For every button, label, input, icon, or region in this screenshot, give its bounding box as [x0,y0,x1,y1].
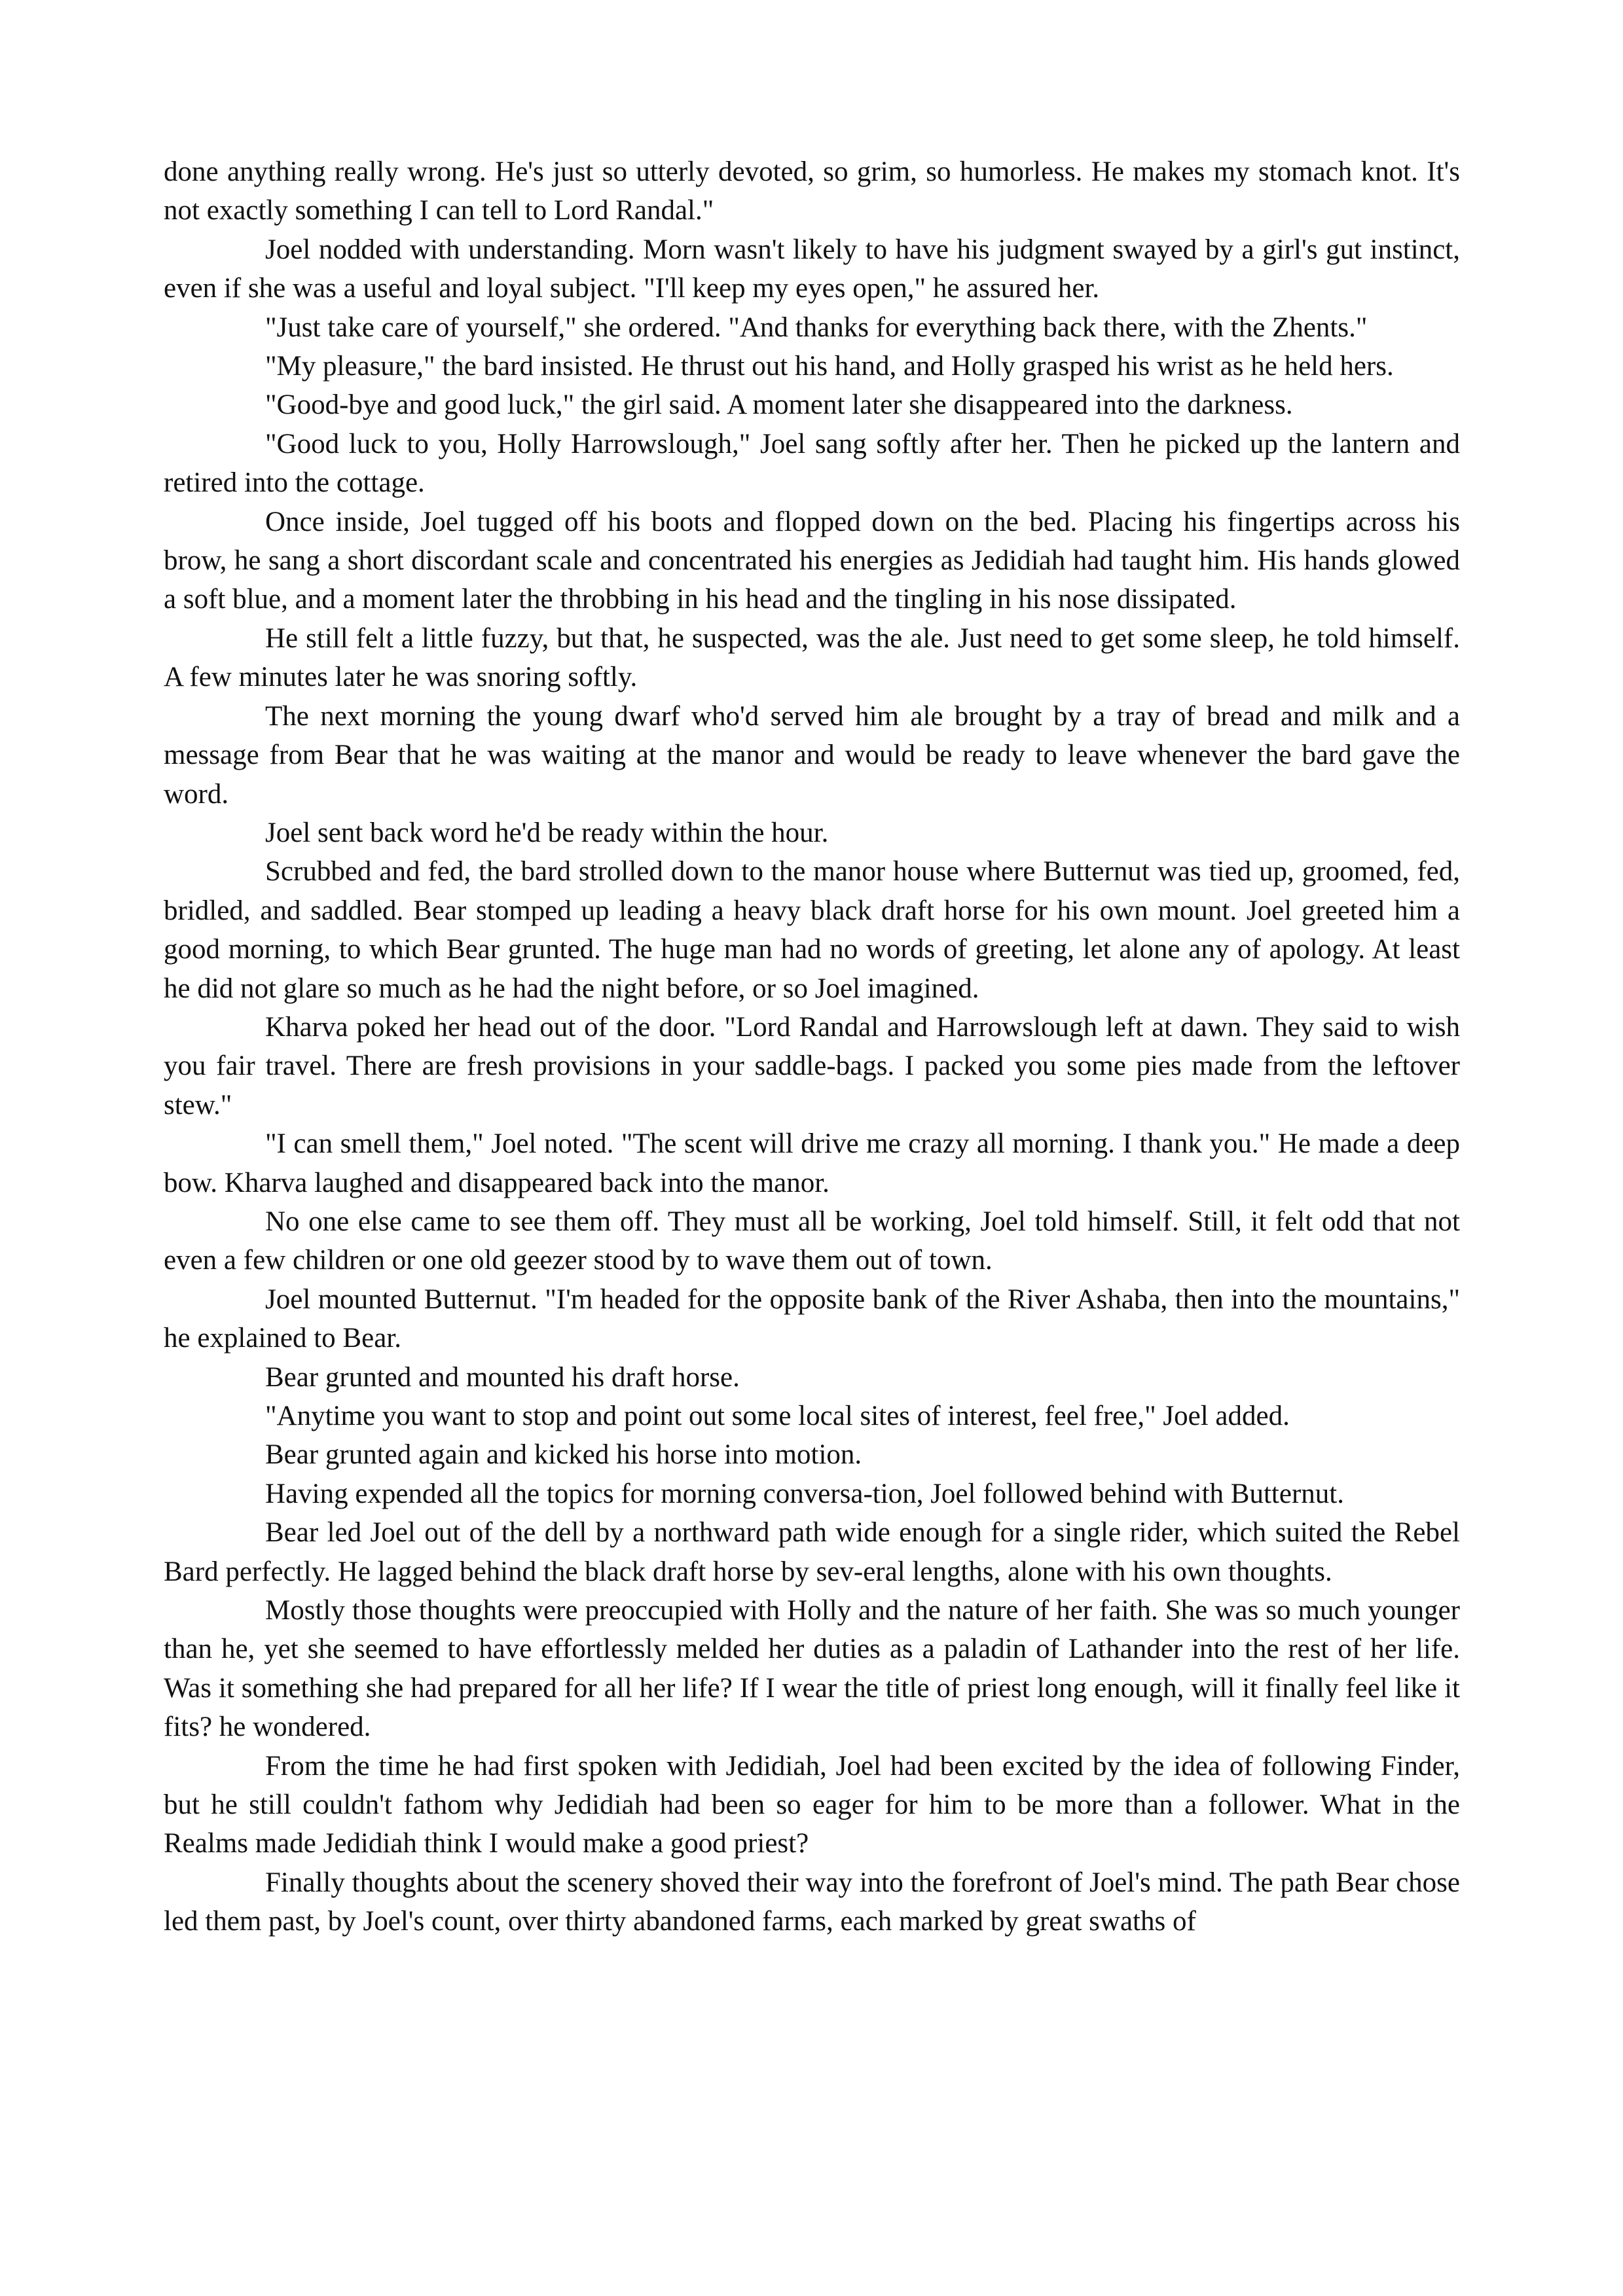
paragraph: Bear led Joel out of the dell by a northward path wide enough for a single rider, which suited the Rebel Bard perfectly. He lagged behind the black draft horse by sev-eral lengths, alone with his own thoughts. [164,1517,1460,1587]
paragraph: Bear grunted again and kicked his horse into motion. [265,1439,862,1471]
paragraph: Having expended all the topics for morning conversa-tion, Joel followed behind with Butternut. [265,1478,1344,1509]
paragraph: Joel mounted Butternut. "I'm headed for the opposite bank of the River Ashaba, then into the mountains," he explained to Bear. [164,1283,1460,1354]
page-body [164,152,1460,1941]
paragraph: Finally thoughts about the scenery shoved their way into the forefront of Joel's mind. The path Bear chose led them past, by Joel's count, over thirty abandoned farms, each marked by great swaths of [164,1867,1460,1937]
paragraph: From the time he had first spoken with Jedidiah, Joel had been excited by the idea of following Finder, but he still couldn't fathom why Jedidiah had been so eager for him to be more than a follower. What in the Realms made Jedidiah think I would make a good priest? [164,1750,1460,1859]
paragraph: No one else came to see them off. They must all be working, Joel told himself. Still, it felt odd that not even a few children or one old geezer stood by to wave them out of town. [164,1206,1460,1276]
paragraph: Bear grunted and mounted his draft horse. [265,1361,740,1393]
paragraph: He still felt a little fuzzy, but that, he suspected, was the ale. Just need to get some sleep, he told himself. A few minutes later he was snoring softly. [164,622,1460,693]
paragraph: "Good luck to you, Holly Harrowslough," Joel sang softly after her. Then he picked up the lantern and retired into the cottage. [164,428,1460,499]
paragraph: Joel sent back word he'd be ready within the hour. [265,817,829,848]
paragraph: "Anytime you want to stop and point out some local sites of interest, feel free," Joel added. [265,1401,1290,1431]
paragraph: Once inside, Joel tugged off his boots and flopped down on the bed. Placing his fingertips across his brow, he sang a short discordant scale and concentrated his energies as Jedidiah had taught him. His hands glowed a soft blue, and a moment later the throbbing in his head and the tingling in his nose dissipated. [164,506,1460,615]
paragraph-continuation: done anything really wrong. He's just so utterly devoted, so grim, so humorless. He makes my stomach knot. It's not exactly something I can tell to Lord Randal." [164,156,1460,226]
paragraph: "My pleasure," the bard insisted. He thrust out his hand, and Holly grasped his wrist as he held hers. [265,351,1394,382]
paragraph: "I can smell them," Joel noted. "The scent will drive me crazy all morning. I thank you." He made a deep bow. Kharva laughed and disappeared back into the manor. [164,1128,1460,1198]
paragraph: The next morning the young dwarf who'd served him ale brought by a tray of bread and milk and a message from Bear that he was waiting at the manor and would be ready to leave whenever the bard gave the word. [164,700,1460,810]
paragraph: Kharva poked her head out of the door. "Lord Randal and Harrowslough left at dawn. They said to wish you fair travel. There are fresh provisions in your saddle-bags. I packed you some pies made from the leftover stew." [164,1011,1460,1121]
paragraph: Joel nodded with understanding. Morn wasn't likely to have his judgment swayed by a girl's gut instinct, even if she was a useful and loyal subject. "I'll keep my eyes open," he assured her. [164,234,1460,304]
paragraph: "Good-bye and good luck," the girl said. A moment later she disappeared into the darkness. [265,389,1293,421]
paragraph: Scrubbed and fed, the bard strolled down to the manor house where Butternut was tied up, groomed, fed, bridled, and saddled. Bear stomped up leading a heavy black draft horse for his own mount. Joel greeted him a good morning, to which Bear grunted. The huge man had no words of greeting, let alone any of apology. At least he did not glare so much as he had the night before, or so Joel imagined. [164,856,1460,1004]
paragraph: "Just take care of yourself," she ordered. "And thanks for everything back there, with the Zhents." [265,312,1368,343]
paragraph: Mostly those thoughts were preoccupied with Holly and the nature of her faith. She was so much younger than he, yet she seemed to have effortlessly melded her duties as a paladin of Lathander into the rest of her life. Was it something she had prepared for all her life? If I wear the title of priest long enough, will it finally feel like it fits? he wondered. [164,1595,1460,1743]
